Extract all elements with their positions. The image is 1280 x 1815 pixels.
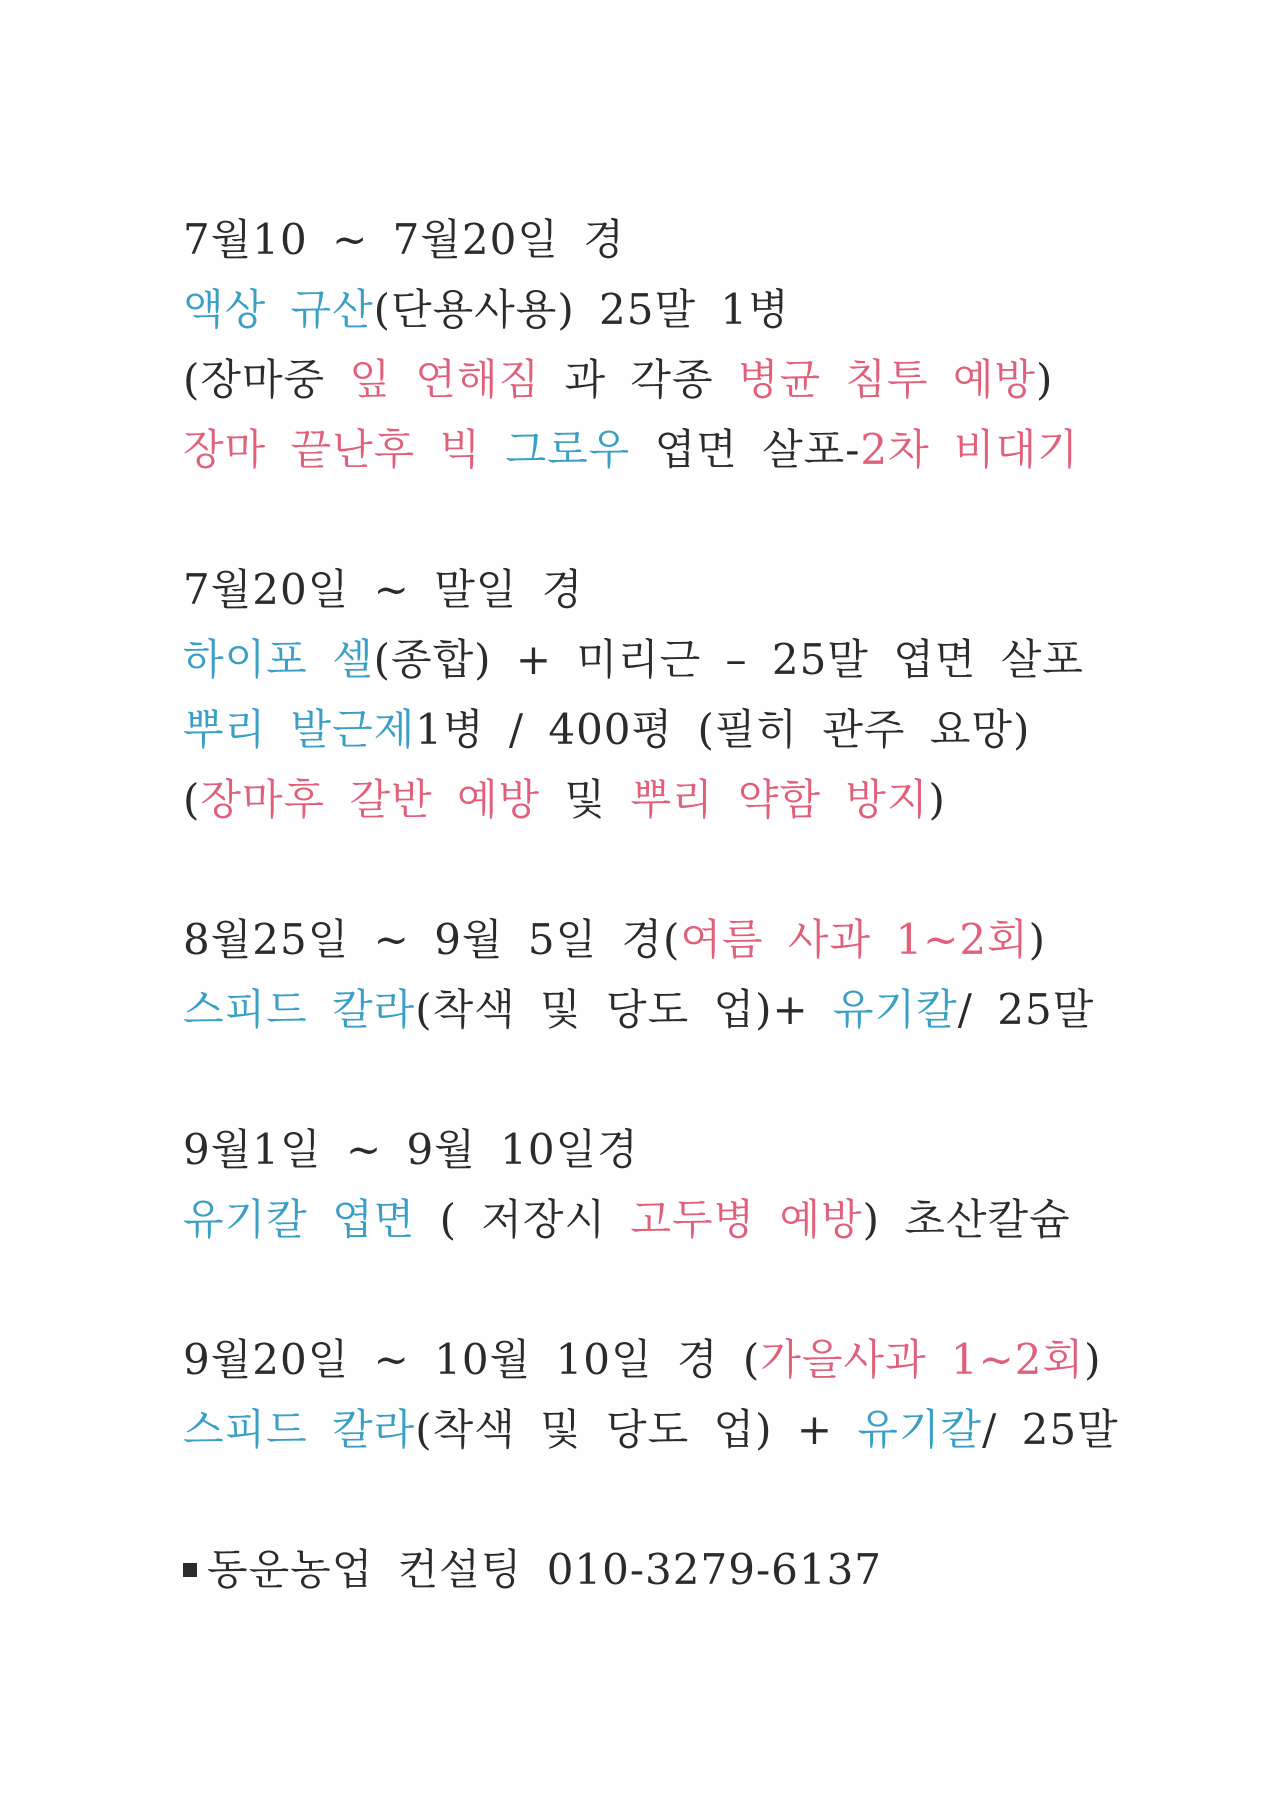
section-july-20-end — [183, 555, 1183, 835]
text-segment: 과 각종 — [540, 355, 738, 404]
section-sep-1-10 — [183, 1115, 1183, 1255]
text-segment: 7월20일 ~ 말일 경 — [183, 565, 584, 614]
text-segment: (장마중 — [183, 355, 350, 404]
text-segment: 유기칼 엽면 — [183, 1195, 416, 1244]
contact-footer — [183, 1535, 1183, 1605]
text-segment: 및 — [540, 775, 631, 824]
text-segment: 잎 연해짐 — [349, 355, 541, 404]
section-sep-20-oct-10 — [183, 1325, 1183, 1465]
text-segment: 병균 침투 예방 — [737, 355, 1037, 404]
text-segment: 스피드 칼라 — [183, 985, 416, 1034]
text-segment: 유기칼 — [857, 1405, 983, 1454]
section-july-10-20 — [183, 205, 1183, 485]
text-segment: 액상 규산 — [183, 285, 374, 334]
text-segment: ) 초산칼슘 — [862, 1195, 1071, 1244]
text-segment: (착색 및 당도 업)+ — [415, 985, 834, 1034]
text-segment: 고두병 예방 — [630, 1195, 863, 1244]
text-line — [183, 345, 1183, 415]
document-content — [183, 205, 1183, 1605]
text-segment: 뿌리 발근제 — [183, 705, 416, 754]
text-segment: 7월10 ~ 7월20일 경 — [183, 215, 625, 264]
text-segment: 장마 끝난후 빅 — [183, 425, 482, 474]
text-segment: 엽면 살포- — [630, 425, 861, 474]
section-date-line — [183, 1115, 1183, 1185]
text-segment: 여름 사과 1~2회 — [680, 915, 1029, 964]
text-segment: (종합) + 미리근 – 25말 엽면 살포 — [373, 635, 1084, 684]
text-segment: 1병 / 400평 (필히 관주 요망) — [415, 705, 1031, 754]
text-line — [183, 1395, 1183, 1465]
text-segment: 하이포 셀 — [183, 635, 374, 684]
text-segment: ) — [1028, 915, 1047, 964]
section-aug-25-sep-5 — [183, 905, 1183, 1045]
text-segment: 뿌리 약함 방지 — [630, 775, 929, 824]
text-line — [183, 415, 1183, 485]
contact-text: 동운농업 컨설팅 010-3279-6137 — [207, 1545, 883, 1594]
text-line — [183, 975, 1183, 1045]
text-segment: ) — [1036, 355, 1054, 404]
text-segment: / 25말 — [957, 985, 1095, 1034]
text-line — [183, 625, 1183, 695]
text-line — [183, 275, 1183, 345]
text-segment: 장마후 갈반 예방 — [200, 775, 541, 824]
section-date-line — [183, 1325, 1183, 1395]
section-spacer — [183, 1045, 1183, 1115]
section-date-line — [183, 905, 1183, 975]
text-segment: ) — [928, 775, 946, 824]
text-segment: 유기칼 — [833, 985, 958, 1034]
text-segment: (착색 및 당도 업) + — [415, 1405, 858, 1454]
text-line — [183, 695, 1183, 765]
section-spacer — [183, 1255, 1183, 1325]
section-spacer — [183, 1465, 1183, 1535]
text-segment: ( — [183, 775, 201, 824]
text-segment: 9월1일 ~ 9월 10일경 — [183, 1125, 639, 1174]
text-segment: 9월20일 ~ 10월 10일 경 ( — [183, 1335, 761, 1384]
text-segment: 가을사과 1~2회 — [760, 1335, 1085, 1384]
text-segment: 그로우 — [505, 425, 631, 474]
text-segment: 8월25일 ~ 9월 5일 경( — [183, 915, 681, 964]
text-segment: 스피드 칼라 — [183, 1405, 416, 1454]
text-segment: / 25말 — [982, 1405, 1119, 1454]
section-spacer — [183, 485, 1183, 555]
section-date-line — [183, 555, 1183, 625]
square-bullet-icon — [183, 1563, 197, 1577]
text-segment: 2차 비대기 — [860, 425, 1079, 474]
section-spacer — [183, 835, 1183, 905]
section-date-line — [183, 205, 1183, 275]
text-segment: ( 저장시 — [415, 1195, 631, 1244]
text-line — [183, 1185, 1183, 1255]
text-segment: ) — [1084, 1335, 1102, 1384]
text-segment: (단용사용) 25말 1병 — [373, 285, 790, 334]
text-line — [183, 765, 1183, 835]
text-segment — [481, 425, 505, 474]
